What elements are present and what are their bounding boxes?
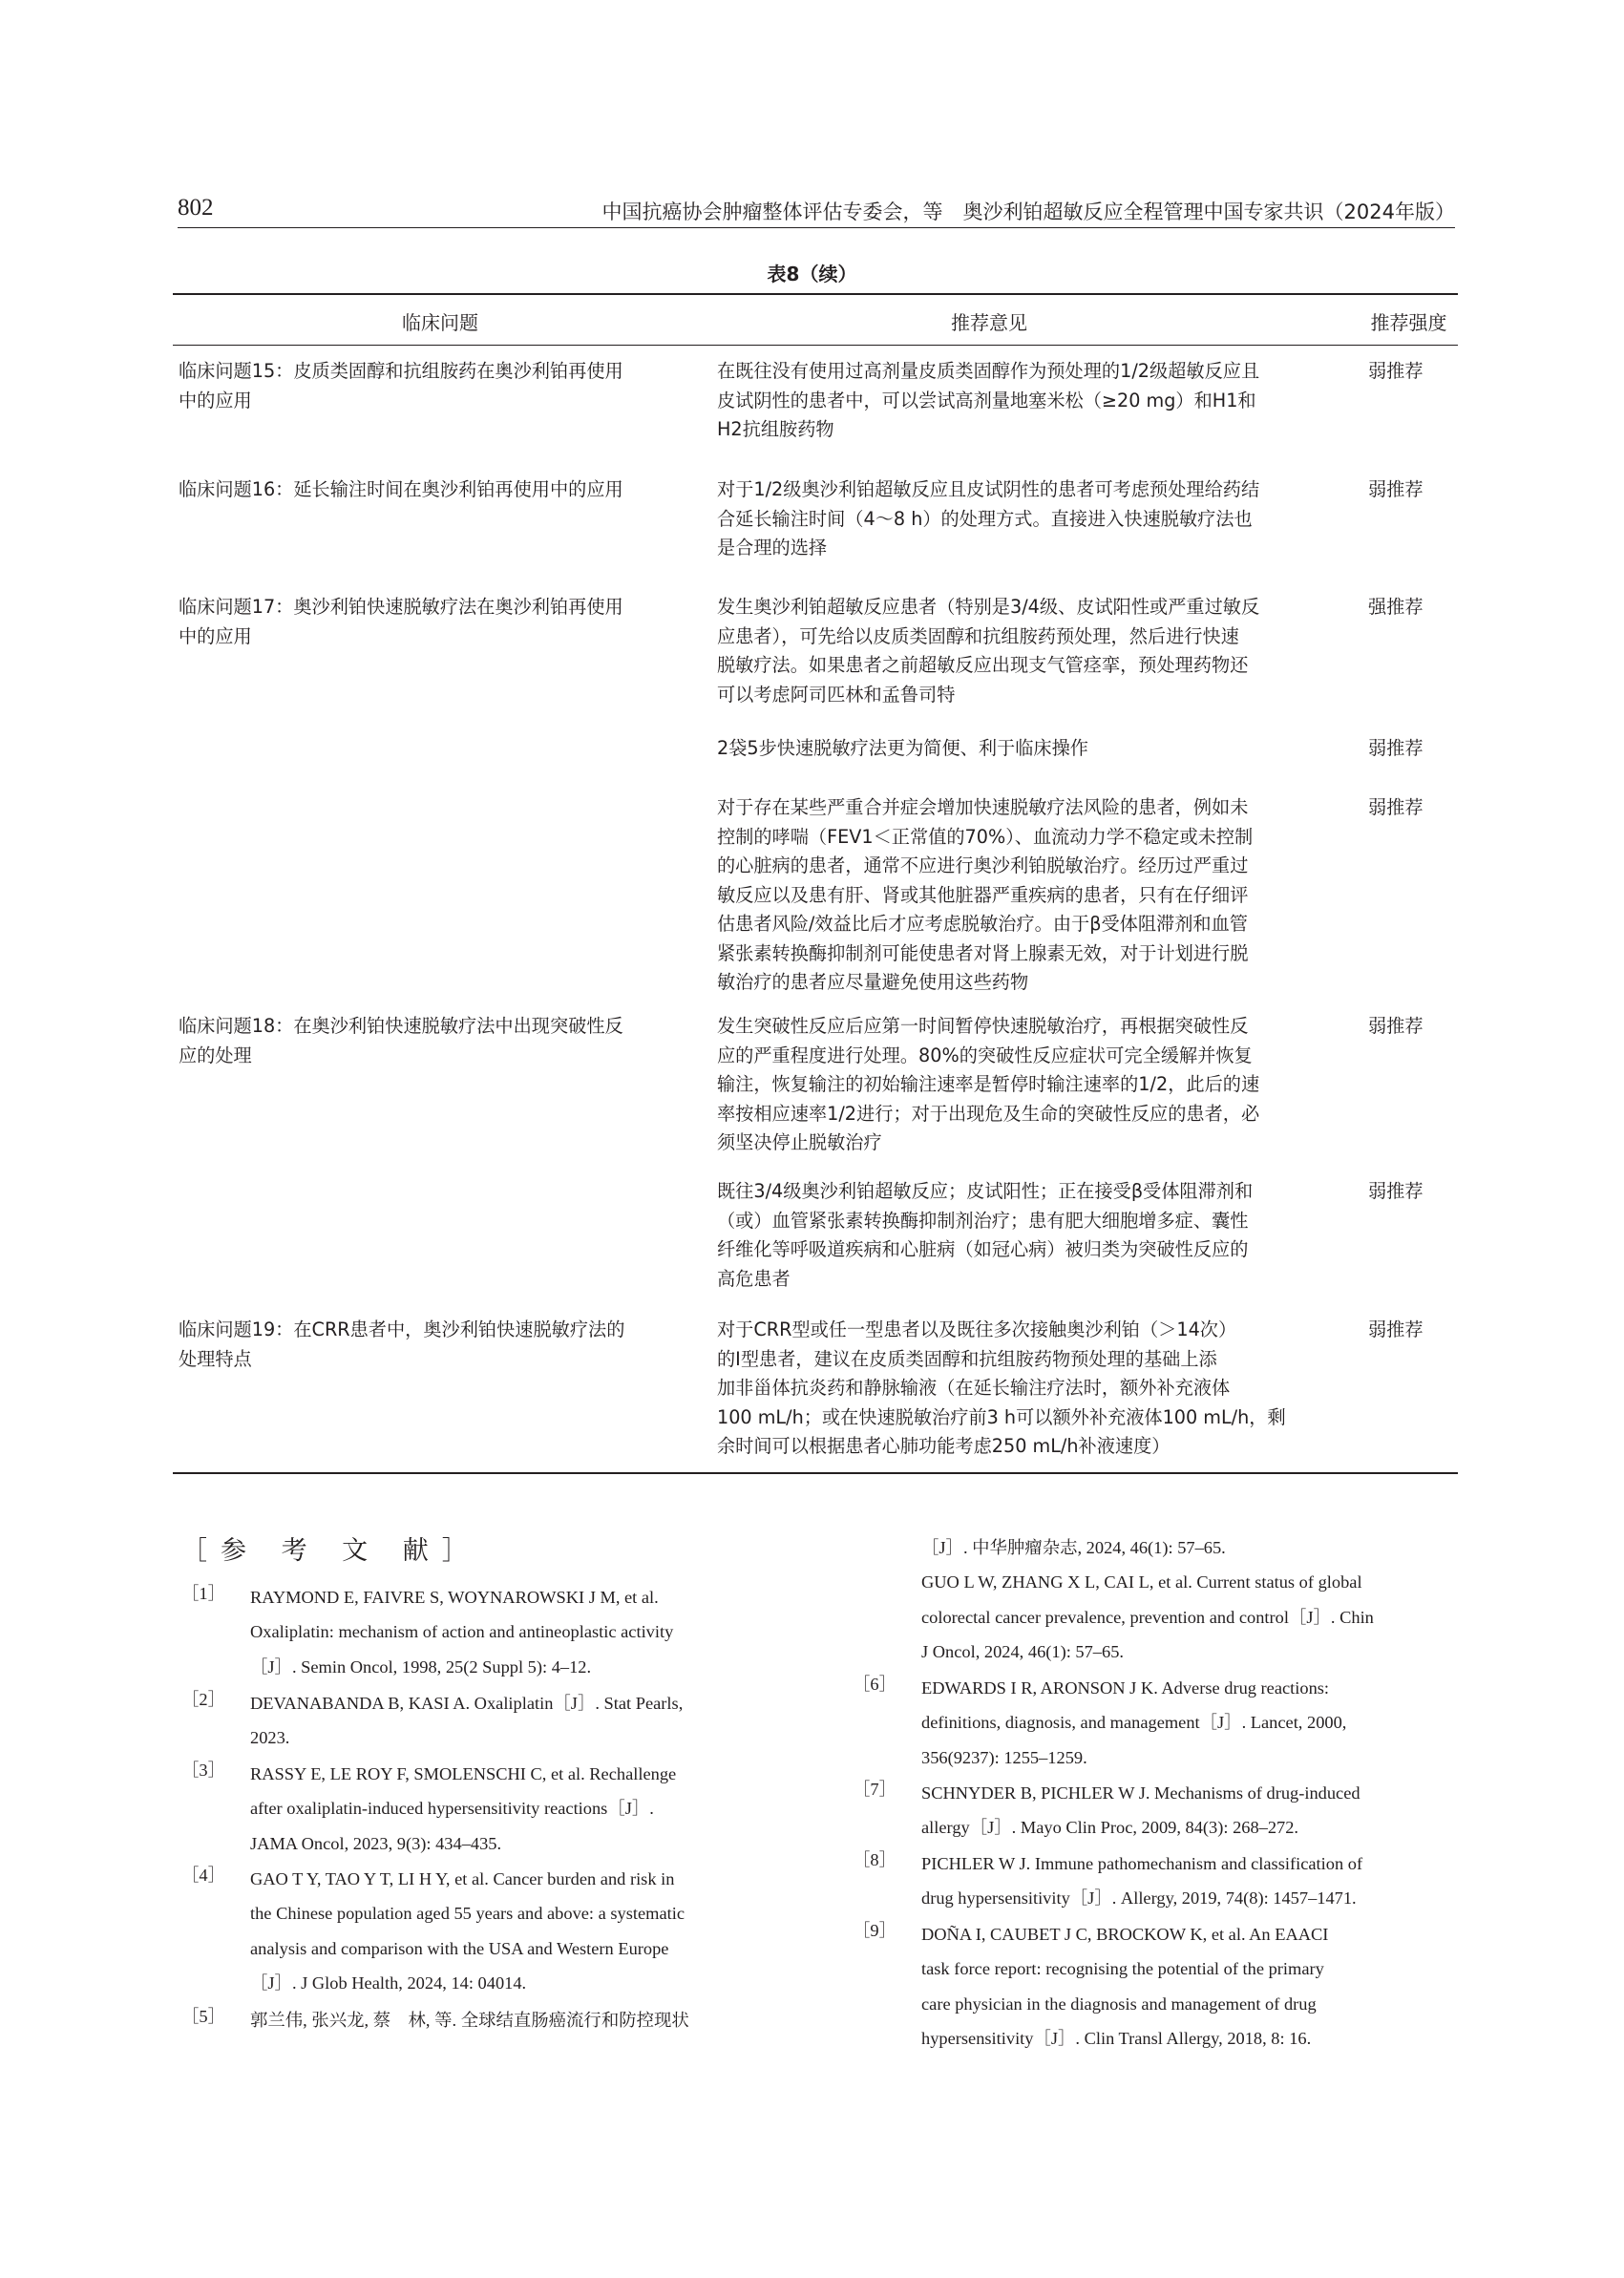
reference-text: SCHNYDER B, PICHLER W J. Mechanisms of drug-induced allergy［J］. Mayo Clin Proc, 2009, 84(3): 268–272.: [921, 1783, 1360, 1838]
table-row-strength: 弱推荐: [1368, 360, 1424, 382]
reference-text: DOÑA I, CAUBET J C, BROCKOW K, et al. An EAACI task force report: recognising the potential of the primary care physician in the diagnosis and management of drug hypersensitivity［J］. Clin Transl Allergy, 2018, 8: 16.: [921, 1925, 1329, 2048]
column-header-strength: 推荐强度: [1370, 311, 1447, 334]
table-row-strength: 弱推荐: [1368, 1015, 1424, 1037]
reference-number: ［6］: [853, 1675, 896, 1694]
page-header: [178, 195, 1455, 228]
column-header-recommendation: 推荐意见: [951, 311, 1027, 334]
reference-number: ［9］: [853, 1921, 896, 1940]
page-number: 802: [178, 195, 214, 221]
reference-number: ［3］: [181, 1761, 225, 1780]
table-row-recommendation: 对于存在某些严重合并症会增加快速脱敏疗法风险的患者，例如未 控制的哮喘（FEV1＜正常值的70%）、血流动力学不稳定或未控制 的心脏病的患者，通常不应进行奥沙利铂脱敏治疗。经历过严重过 敏反应以及患有肝、肾或其他脏器严重疾病的患者，只有在仔细评 估患者风险/效益比后才应考虑脱敏治疗。由于β受体阻滞剂和血管 紧张素转换酶抑制剂可能使患者对肾上腺素无效，对于计划进行脱 敏治疗的患者应尽量避免使用这些药物: [717, 796, 1254, 993]
table-row-strength: 弱推荐: [1368, 796, 1424, 818]
reference-text: GAO T Y, TAO Y T, LI H Y, et al. Cancer burden and risk in the Chinese population aged 55 years and above: a systematic analysis and comparison with the USA and Western Europe ［J］. J Glob Health, 2024, 14: 04014.: [250, 1869, 685, 1993]
reference-number: ［1］: [181, 1584, 225, 1603]
table-row-recommendation: 对于1/2级奥沙利铂超敏反应且皮试阴性的患者可考虑预处理给药结 合延长输注时间（4～8 h）的处理方式。直接进入快速脱敏疗法也 是合理的选择: [717, 478, 1260, 559]
reference-text: EDWARDS I R, ARONSON J K. Adverse drug reactions: definitions, diagnosis, and management［J］. Lancet, 2000, 356(9237): 1255–1259.: [921, 1678, 1347, 1767]
reference-text: RAYMOND E, FAIVRE S, WOYNAROWSKI J M, et al. Oxaliplatin: mechanism of action and antineoplastic activity ［J］. Semin Oncol, 1998, 25(2 Suppl 5): 4–12.: [250, 1588, 674, 1677]
table-row-recommendation: 2袋5步快速脱敏疗法更为简便、利于临床操作: [717, 737, 1088, 759]
reference-number: ［5］: [181, 2007, 225, 2026]
reference-text: 郭兰伟, 张兴龙, 蔡 林, 等. 全球结直肠癌流行和防控现状: [250, 2011, 689, 2030]
reference-text: PICHLER W J. Immune pathomechanism and classification of drug hypersensitivity［J］. Allergy, 2019, 74(8): 1457–1471.: [921, 1854, 1363, 1909]
reference-number: ［2］: [181, 1690, 225, 1709]
table-row-question: 临床问题15：皮质类固醇和抗组胺药在奥沙利铂再使用 中的应用: [179, 360, 623, 411]
recommendation-table: [173, 293, 1458, 1474]
table-body: [173, 346, 1458, 1472]
reference-text: ［J］. 中华肿瘤杂志, 2024, 46(1): 57–65. GUO L W, ZHANG X L, CAI L, et al. Current status of global colorectal cancer prevalence, prevention and control［J］. Chin J Oncol, 2024, 46(1): 57–65.: [921, 1538, 1374, 1661]
table-row-question: 临床问题19：在CRR患者中，奥沙利铂快速脱敏疗法的 处理特点: [179, 1318, 625, 1370]
column-header-question: 临床问题: [402, 311, 478, 334]
table-row-strength: 弱推荐: [1368, 737, 1424, 759]
table-row-recommendation: 既往3/4级奥沙利铂超敏反应；皮试阳性；正在接受β受体阻滞剂和 （或）血管紧张素转换酶抑制剂治疗；患有肥大细胞增多症、囊性 纤维化等呼吸道疾病和心脏病（如冠心病）被归类为突破性反应的 高危患者: [717, 1180, 1254, 1290]
table-row-question: 临床问题18：在奥沙利铂快速脱敏疗法中出现突破性反 应的处理: [179, 1015, 623, 1066]
reference-number: ［7］: [853, 1780, 896, 1799]
reference-number: ［4］: [181, 1866, 225, 1885]
reference-number: ［8］: [853, 1850, 896, 1869]
table-row-recommendation: 在既往没有使用过高剂量皮质类固醇作为预处理的1/2级超敏反应且 皮试阴性的患者中，可以尝试高剂量地塞米松（≥20 mg）和H1和 H2抗组胺药物: [717, 360, 1260, 440]
table-row-recommendation: 对于CRR型或任一型患者以及既往多次接触奥沙利铂（＞14次） 的Ⅰ型患者，建议在皮质类固醇和抗组胺药物预处理的基础上添 加非甾体抗炎药和静脉输液（在延长输注疗法时，额外补充液体 100 mL/h；或在快速脱敏治疗前3 h可以额外补充液体100 mL/h，剩 余时间可以根据患者心肺功能考虑250 mL/h补液速度）: [717, 1318, 1286, 1457]
reference-text: RASSY E, LE ROY F, SMOLENSCHI C, et al. Rechallenge after oxaliplatin-induced hypersensitivity reactions［J］. JAMA Oncol, 2023, 9(3): 434–435.: [250, 1764, 677, 1853]
running-title: 中国抗癌协会肿瘤整体评估专委会，等 奥沙利铂超敏反应全程管理中国专家共识（2024年版）: [601, 200, 1455, 223]
table-row-strength: 强推荐: [1368, 596, 1424, 618]
table-row-recommendation: 发生突破性反应后应第一时间暂停快速脱敏治疗，再根据突破性反 应的严重程度进行处理。80%的突破性反应症状可完全缓解并恢复 输注，恢复输注的初始输注速率是暂停时输注速率的1/2，此后的速 率按相应速率1/2进行；对于出现危及生命的突破性反应的患者，必 须坚决停止脱敏治疗: [717, 1015, 1260, 1153]
table-row-strength: 弱推荐: [1368, 478, 1424, 500]
references-heading: ［参 考 文 献］: [181, 1536, 481, 1566]
table-row-recommendation: 发生奥沙利铂超敏反应患者（特别是3/4级、皮试阳性或严重过敏反 应患者），可先给以皮质类固醇和抗组胺药预处理，然后进行快速 脱敏疗法。如果患者之前超敏反应出现支气管痉挛，预处理药物还 可以考虑阿司匹林和孟鲁司特: [717, 596, 1260, 706]
table-row-question: 临床问题17：奥沙利铂快速脱敏疗法在奥沙利铂再使用 中的应用: [179, 596, 623, 647]
table-header-row: [173, 295, 1458, 346]
table-row-strength: 弱推荐: [1368, 1180, 1424, 1202]
table-row-question: 临床问题16：延长输注时间在奥沙利铂再使用中的应用: [179, 478, 623, 500]
table-caption: 表8（续）: [767, 263, 857, 285]
reference-text: DEVANABANDA B, KASI A. Oxaliplatin［J］. Stat Pearls, 2023.: [250, 1694, 684, 1748]
table-row-strength: 弱推荐: [1368, 1318, 1424, 1340]
